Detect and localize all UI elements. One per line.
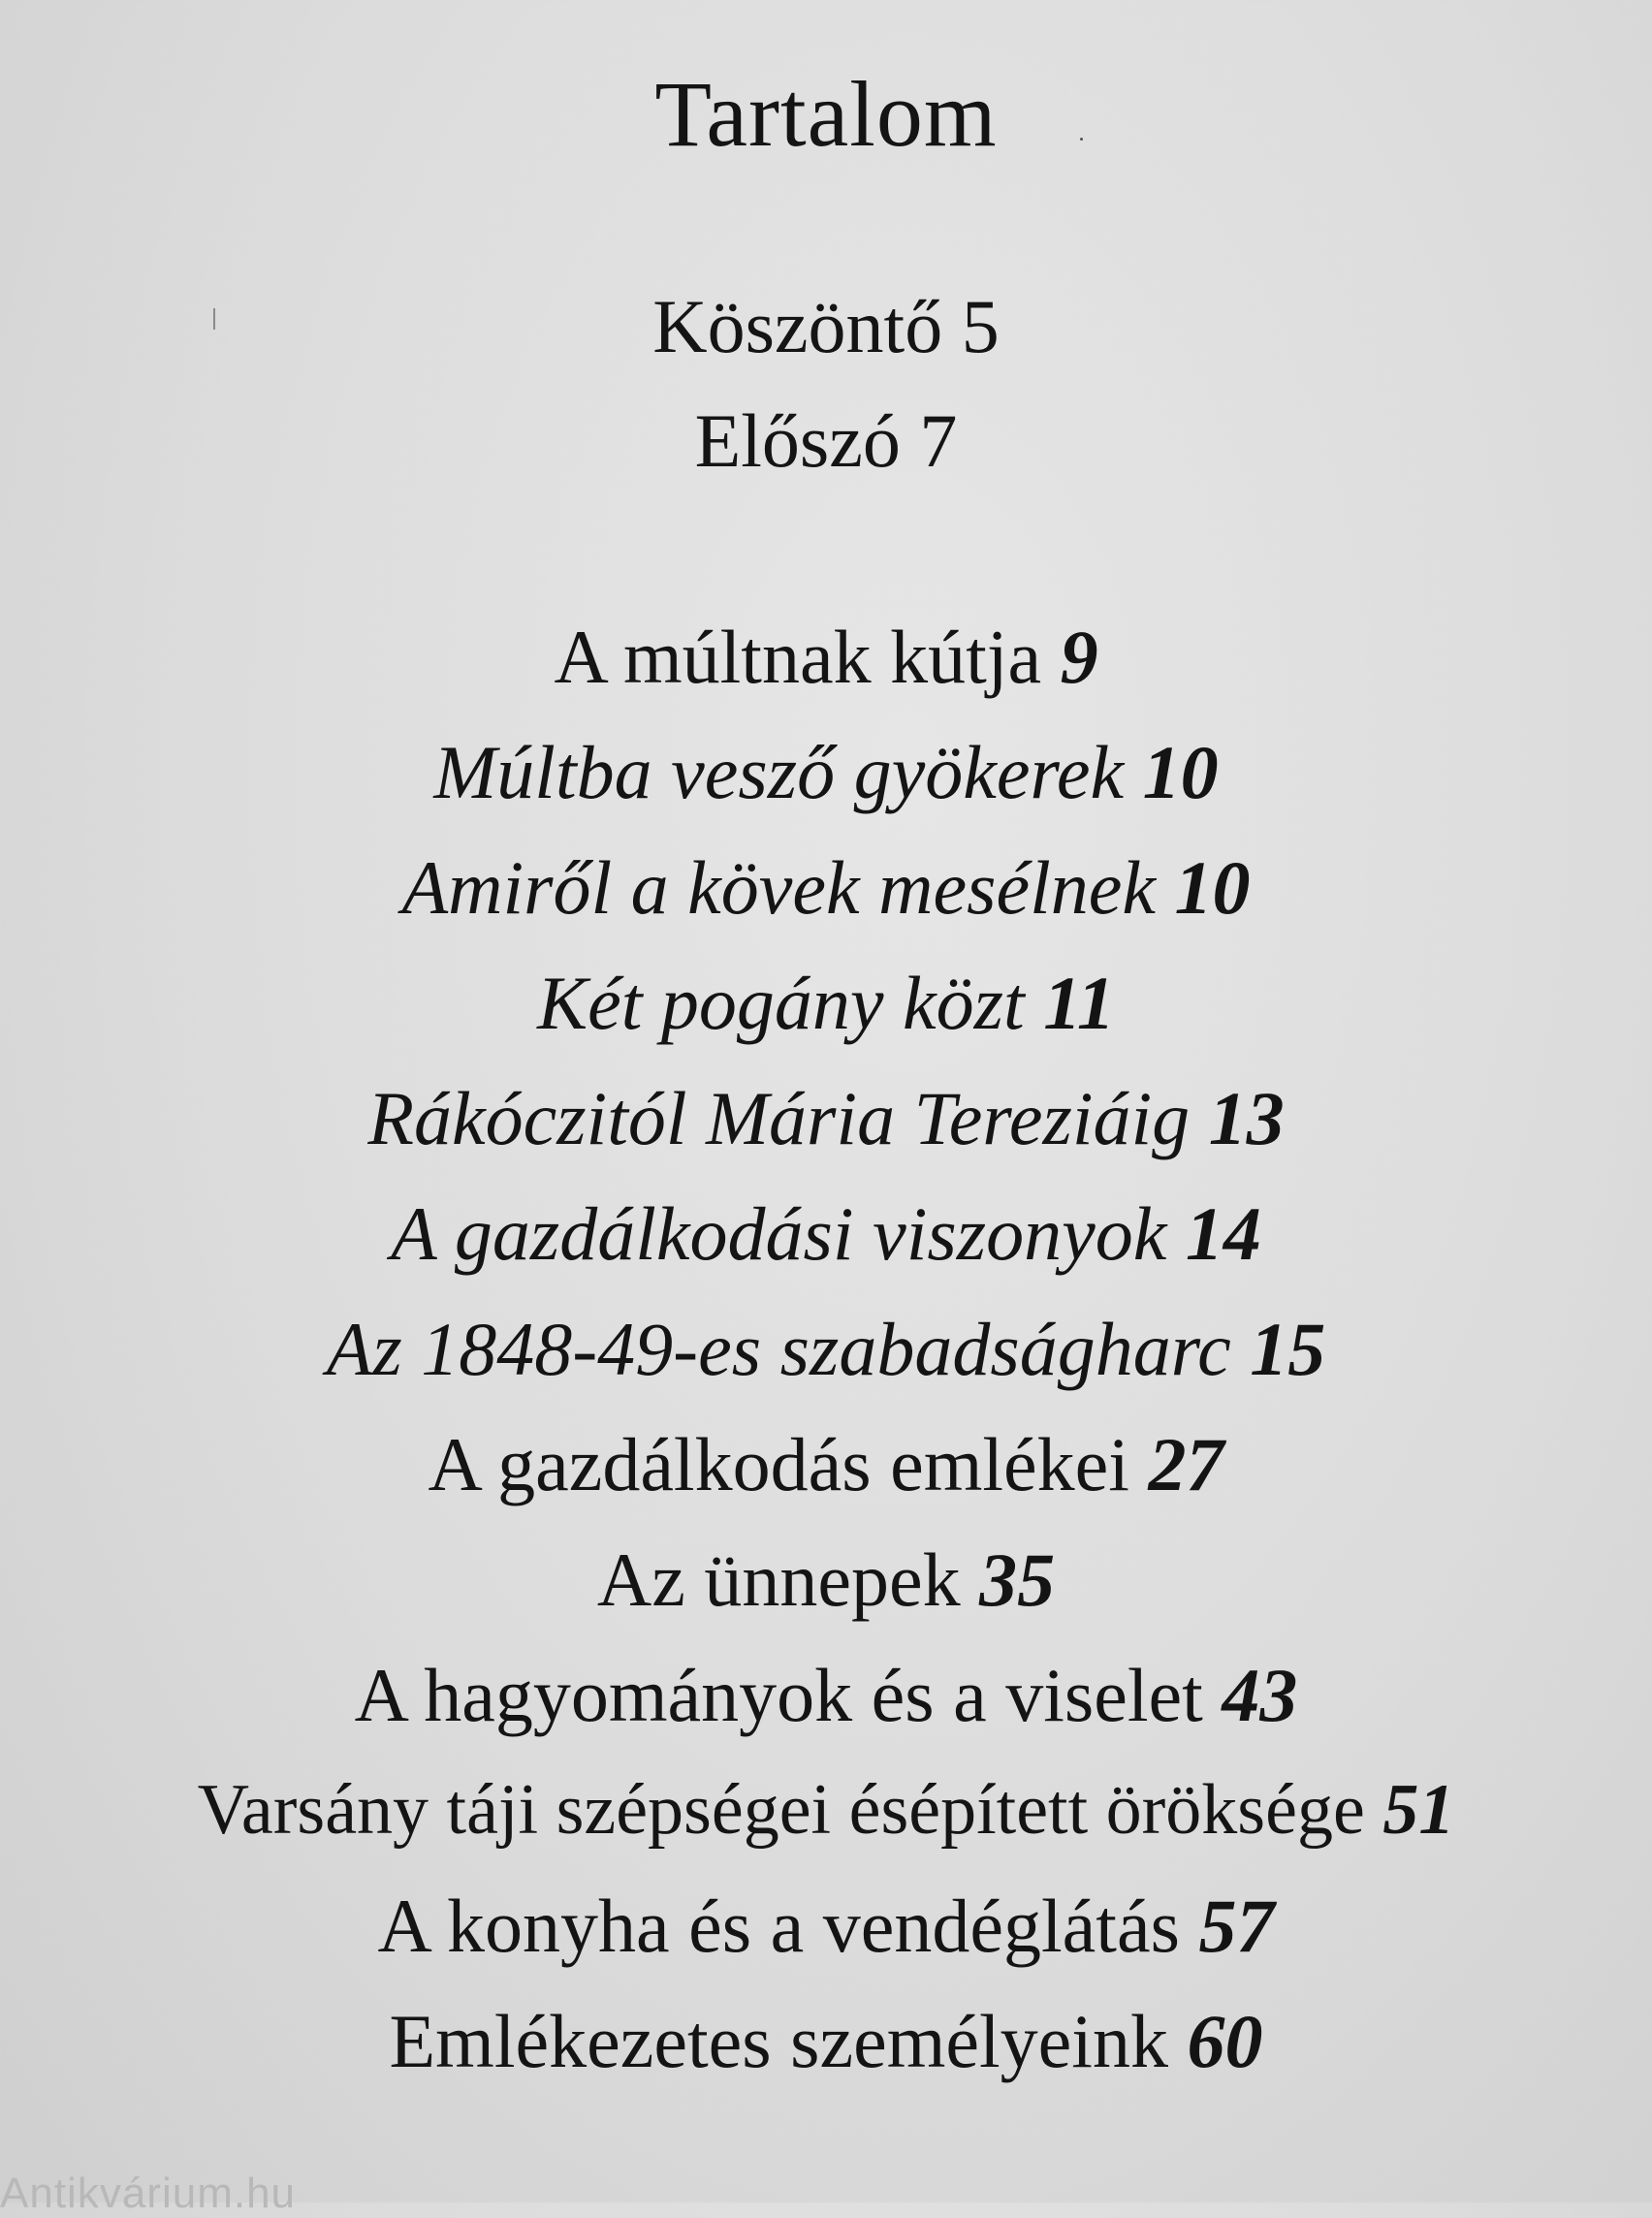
toc-entry-label: Két pogány közt — [537, 961, 1025, 1045]
toc-entry-label: Amiről a kövek mesélnek — [401, 845, 1156, 930]
toc-entry — [0, 1407, 1652, 1522]
toc-entry-page: 11 — [1043, 961, 1115, 1045]
toc-entry-page: 57 — [1198, 1884, 1275, 1968]
page-title: Tartalom — [654, 62, 998, 166]
toc-entry-label: A konyha és a vendéglátás — [377, 1884, 1180, 1968]
toc-entry-label: Varsány táji szépségei ésépített öröksége — [197, 1770, 1365, 1850]
toc-entry-page: 43 — [1222, 1653, 1298, 1737]
toc-entry-label: Rákóczitól Mária Tereziáig — [367, 1076, 1191, 1160]
toc-entry-page: 10 — [1174, 845, 1251, 930]
toc-entry — [0, 1291, 1652, 1407]
toc-entry-page: 15 — [1250, 1307, 1326, 1391]
toc-entry-page: 10 — [1142, 730, 1219, 814]
toc-entry — [0, 1637, 1652, 1753]
toc-entry-page: 13 — [1208, 1076, 1285, 1160]
toc-entry-label: A hagyományok és a viselet — [354, 1653, 1203, 1737]
toc-entry-label: Az ünnepek — [596, 1537, 961, 1622]
toc-entry-label: A gazdálkodás emlékei — [428, 1422, 1129, 1506]
toc-entry-koszonto — [0, 269, 1652, 384]
toc-entry-page: 9 — [1060, 615, 1098, 699]
toc-entry-page: 60 — [1187, 1999, 1263, 2083]
toc-entry-label: Köszöntő — [652, 284, 943, 368]
toc-entry — [0, 1061, 1652, 1176]
toc-entry-page: 5 — [961, 284, 1000, 368]
toc-entry — [0, 1868, 1652, 1983]
toc-entry — [0, 714, 1652, 830]
toc-entry — [0, 1176, 1652, 1291]
toc-entry-page: 14 — [1185, 1191, 1261, 1276]
front-matter-list — [0, 269, 1652, 498]
toc-entry-label: Emlékezetes személyeink — [389, 1999, 1168, 2083]
toc-entry — [0, 1753, 1652, 1868]
toc-entry-label: Előszó — [694, 398, 901, 483]
watermark-text: Antikvárium.hu — [0, 2170, 297, 2217]
toc-entry-page: 35 — [979, 1537, 1056, 1622]
toc-entry-eloszo — [0, 384, 1652, 498]
toc-entry-page: 7 — [919, 398, 958, 483]
toc-list — [0, 599, 1652, 2099]
toc-entry-label: A gazdálkodási viszonyok — [391, 1191, 1167, 1276]
speck-mark — [1080, 138, 1083, 141]
toc-entry — [0, 1522, 1652, 1637]
toc-entry — [0, 830, 1652, 945]
toc-entry-page: 51 — [1382, 1770, 1455, 1850]
toc-entry — [0, 945, 1652, 1061]
toc-entry-page: 27 — [1148, 1422, 1224, 1506]
toc-entry — [0, 599, 1652, 714]
toc-entry-label: A múltnak kútja — [554, 615, 1042, 699]
toc-entry-label: Múltba vesző gyökerek — [433, 730, 1125, 814]
toc-entry-label: Az 1848-49-es szabadságharc — [326, 1307, 1231, 1391]
toc-entry — [0, 1983, 1652, 2099]
